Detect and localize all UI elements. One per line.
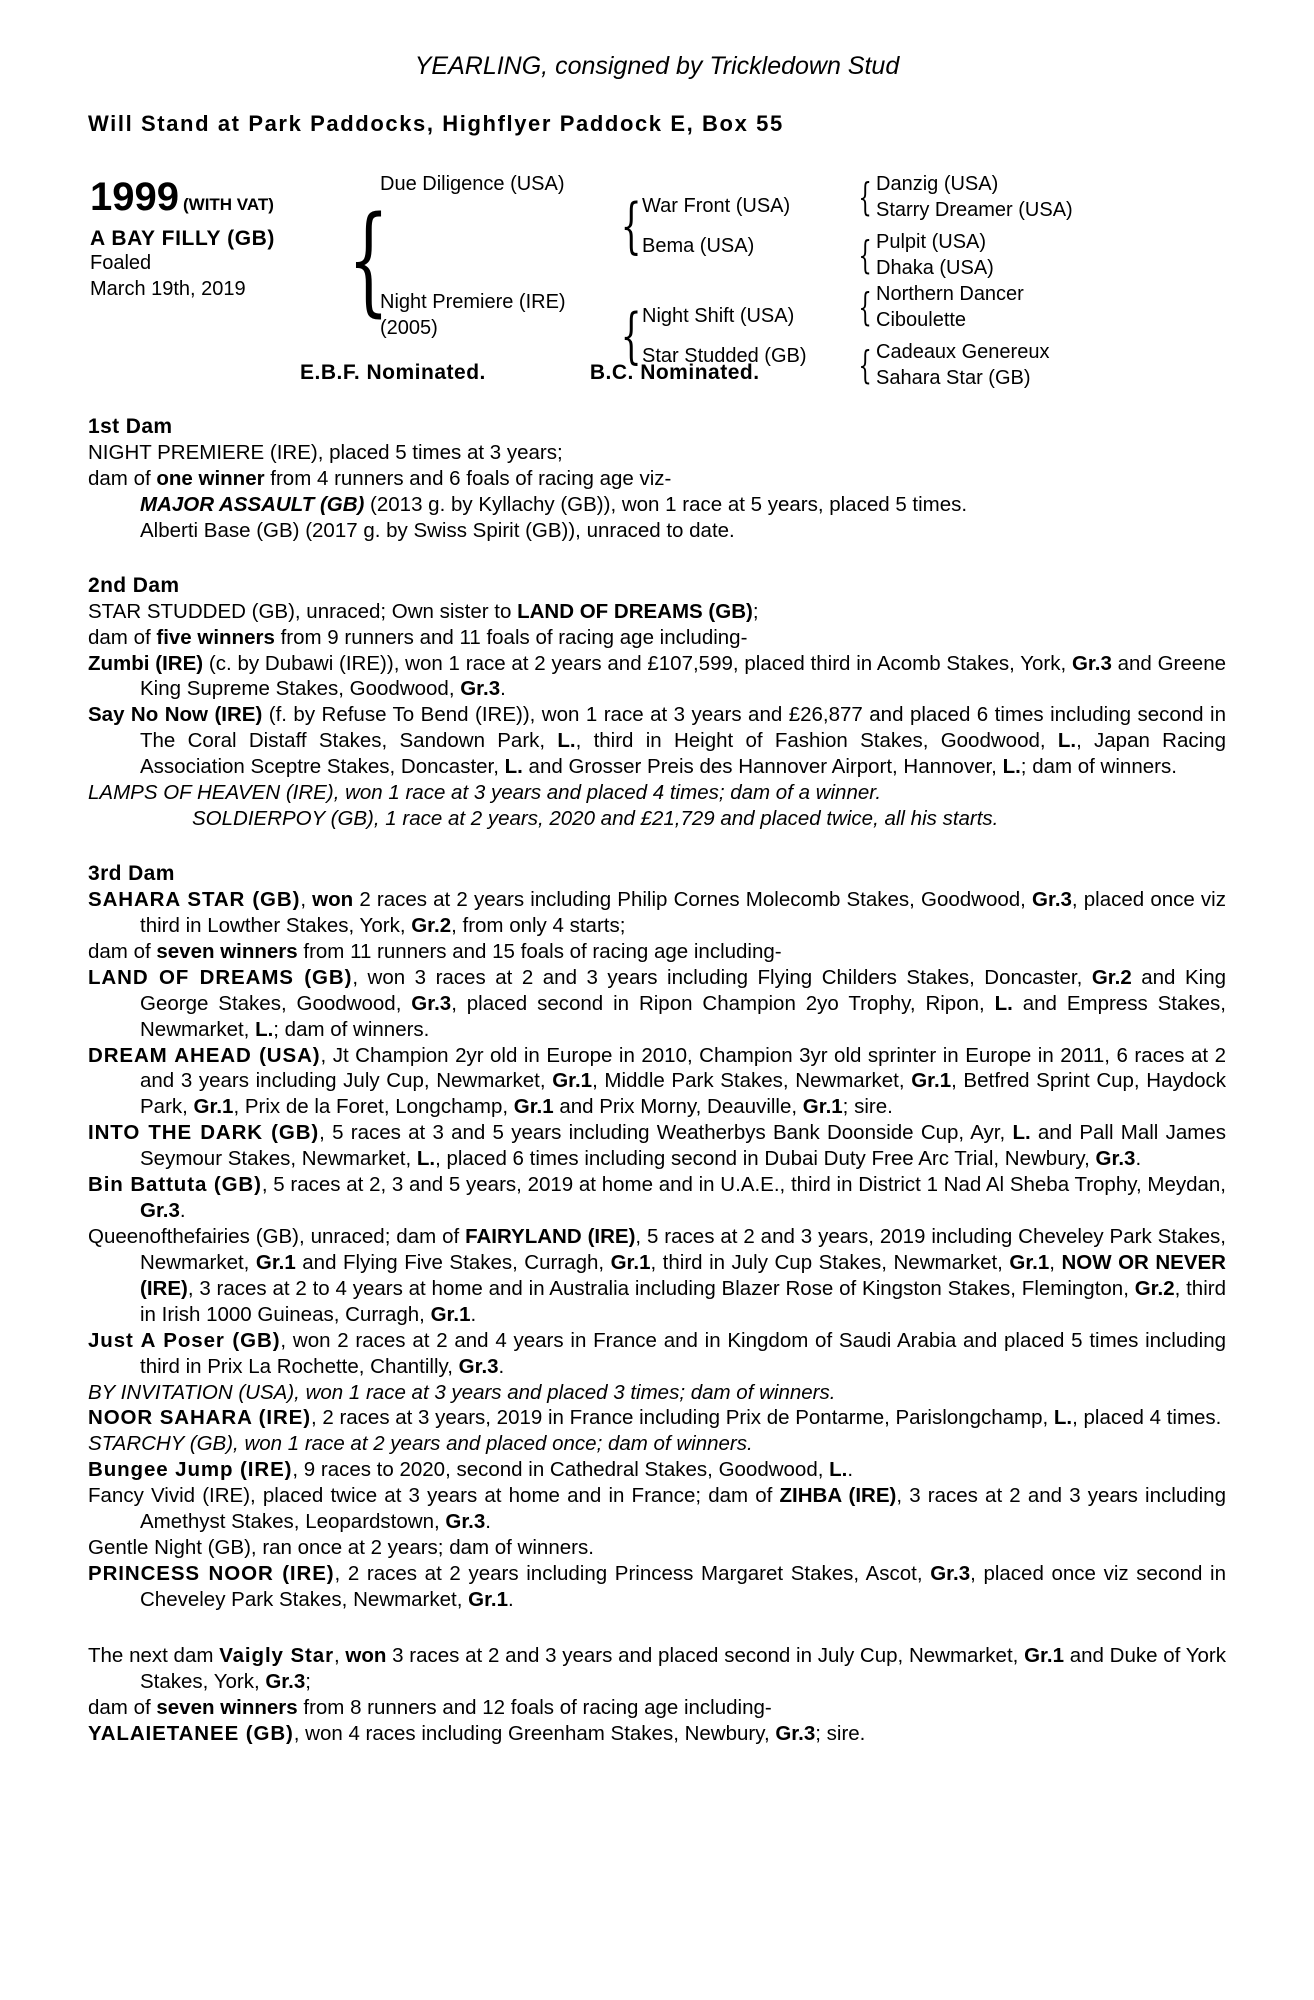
- entry-text: , 5 races at 3 and 5 years including Weatherbys Bank Doonside Cup, Ayr,: [319, 1121, 1013, 1145]
- entry-text: Gr.1: [802, 1095, 843, 1119]
- entry-text: , 5 races at 2 and 3 years, 2019 including Cheveley Park Stakes, Newmarket,: [140, 1224, 1226, 1274]
- entry-name: PRINCESS NOOR (IRE): [88, 1561, 335, 1585]
- sire-parents-group: [620, 171, 1154, 281]
- g4-3: Pulpit (USA): [876, 231, 987, 253]
- entry-name: INTO THE DARK (GB): [88, 1121, 320, 1145]
- g4-2: Starry Dreamer (USA): [876, 199, 1073, 221]
- first-dam-line1: NIGHT PREMIERE (IRE), placed 5 times at 3 years;: [88, 441, 563, 464]
- third-dam-entry: [88, 965, 1226, 1043]
- entry-text: Gr.2: [1091, 965, 1132, 989]
- third-dam-entry-list: [88, 965, 1226, 1613]
- entry-text: , 3 races at 2 and 3 years including Amethyst Stakes, Leopardstown,: [140, 1484, 1226, 1534]
- t: Gr.3: [1071, 651, 1112, 675]
- t: Vaigly Star: [219, 1643, 334, 1667]
- t: LAND OF DREAMS (GB): [517, 599, 753, 623]
- entry-text: , placed 4 times.: [1072, 1406, 1222, 1430]
- entry-text: ; dam of winners.: [273, 1017, 430, 1041]
- entry-text: , placed second in Ripon Champion 2yo Trophy, Ripon,: [451, 991, 995, 1015]
- entry-text: and Prix Morny, Deauville,: [553, 1095, 803, 1119]
- entry-text: ZIHBA (IRE): [779, 1484, 897, 1508]
- entry-text: L.: [255, 1017, 274, 1041]
- entry-text: ; sire.: [842, 1095, 893, 1119]
- entry-text: Gr.1: [255, 1250, 296, 1274]
- pedigree-subject: [90, 171, 358, 302]
- bc-nominated: B.C. Nominated.: [589, 361, 760, 384]
- t: , from only 4 starts;: [451, 913, 626, 937]
- third-dam-entry: [88, 1405, 1226, 1431]
- t: L.: [1057, 729, 1077, 753]
- second-dam-entry-zumbi: [88, 651, 1226, 703]
- t: 3 races at 2 and 3 years and placed second in July Cup, Newmarket,: [386, 1643, 1025, 1667]
- entry-name: BY INVITATION (USA): [88, 1380, 295, 1404]
- t: , 1 race at 2 years, 2020 and £21,729 and placed twice, all his starts.: [373, 807, 999, 831]
- t: Gr.3: [1032, 887, 1072, 911]
- sire-dam: Bema (USA): [642, 235, 755, 257]
- section-third-dam: [88, 862, 1226, 1613]
- entry-text: Gr.1: [430, 1302, 471, 1326]
- entry-text: , unraced; dam of: [299, 1224, 466, 1248]
- t: dam of: [88, 939, 157, 963]
- t: from 4 runners and 6 foals of racing age viz-: [264, 466, 672, 490]
- section-next-dam: [88, 1643, 1226, 1747]
- t: dam of: [88, 466, 157, 490]
- vat-note: (WITH VAT): [182, 195, 274, 214]
- t: and Greene King Supreme Stakes, Goodwood,: [140, 651, 1226, 701]
- entry-text: , 2 races at 3 years, 2019 in France including Prix de Pontarme, Parislongchamp,: [310, 1406, 1054, 1430]
- sire-sire: War Front (USA): [642, 195, 791, 217]
- second-dam-entry-soldierpoy: [88, 806, 1226, 832]
- subject-description: A BAY FILLY (GB): [90, 227, 276, 250]
- foaled-label: Foaled: [90, 252, 152, 274]
- t: ; sire.: [815, 1721, 866, 1745]
- t: ; dam of winners.: [1020, 755, 1177, 779]
- entry-text: , 5 races at 2, 3 and 5 years, 2019 at home and in U.A.E., third in District 1 Nad Al Sheba Trophy, Meydan,: [261, 1173, 1227, 1197]
- entry-name: Fancy Vivid (IRE): [88, 1484, 251, 1508]
- entry-text: , won 3 races at 2 and 3 years including Flying Childers Stakes, Doncaster,: [352, 965, 1092, 989]
- entry-text: Gr.1: [552, 1069, 593, 1093]
- sire-name: Due Diligence (USA): [380, 173, 565, 195]
- third-dam-entry: [88, 1561, 1226, 1613]
- entry-name: DREAM AHEAD (USA): [88, 1043, 321, 1067]
- entry-text: and Empress Stakes, Newmarket,: [140, 991, 1226, 1041]
- entry-text: and Flying Five Stakes, Curragh,: [295, 1250, 611, 1274]
- t: MAJOR ASSAULT (GB): [140, 492, 365, 516]
- first-dam-entry-2: Alberti Base (GB) (2017 g. by Swiss Spirit (GB)), unraced to date.: [140, 518, 735, 542]
- entry-text: Gr.1: [610, 1250, 651, 1274]
- t: ,: [300, 887, 313, 911]
- consignor-line: YEARLING, consigned by Trickledown Stud: [414, 52, 900, 80]
- t: Gr.3: [460, 677, 501, 701]
- entry-text: , 3 races at 2 to 4 years at home and in Australia including Blazer Rose of Kingston Stakes, Flemington,: [187, 1276, 1135, 1300]
- entry-name: LAND OF DREAMS (GB): [88, 965, 353, 989]
- entry-text: , third in July Cup Stakes, Newmarket,: [650, 1250, 1010, 1274]
- t: Gr.3: [775, 1721, 816, 1745]
- next-dam-entry: [88, 1721, 1226, 1747]
- entry-text: Gr.1: [193, 1095, 234, 1119]
- entry-text: .: [847, 1458, 854, 1482]
- entry-text: NOW OR NEVER (IRE): [140, 1250, 1226, 1300]
- entry-text: , 9 races to 2020, second in Cathedral Stakes, Goodwood,: [292, 1458, 830, 1482]
- entry-text: Gr.1: [468, 1587, 509, 1611]
- next-dam-line1: [88, 1643, 1226, 1695]
- entry-text: , won 1 race at 2 years and placed once; dam of winners.: [233, 1432, 753, 1456]
- lot-number: 1999: [90, 175, 179, 219]
- t: five winners: [156, 625, 275, 649]
- brace-sire: {: [620, 191, 642, 261]
- g4-4: Dhaka (USA): [876, 257, 994, 279]
- second-dam-entry-saynonow: [88, 702, 1226, 780]
- t: .: [500, 677, 506, 701]
- next-dam-line2: [88, 1695, 1226, 1721]
- dam-name: Night Premiere (IRE): [380, 291, 566, 313]
- t: L.: [1002, 755, 1021, 779]
- t: , won 4 races including Greenham Stakes, Newbury,: [293, 1721, 776, 1745]
- dam-grandparents: [854, 281, 1154, 391]
- second-dam-line1: [88, 599, 1226, 625]
- entry-text: .: [498, 1354, 505, 1378]
- entry-text: , Jt Champion 2yr old in Europe in 2010, Champion 3yr old sprinter in Europe in 2011, 6 races at 2 and 3 years including July Cup, Newmarket,: [140, 1043, 1226, 1093]
- t: ;: [752, 599, 759, 623]
- third-dam-entry: [88, 1380, 1226, 1406]
- t: L.: [557, 729, 576, 753]
- entry-text: , Betfred Sprint Cup, Haydock Park,: [140, 1069, 1227, 1119]
- t: ,: [333, 1643, 346, 1667]
- third-dam-entry: [88, 1172, 1226, 1224]
- entry-text: Gr.1: [513, 1095, 554, 1119]
- entry-text: Gr.3: [458, 1354, 499, 1378]
- first-dam-entry-1: [88, 492, 1226, 518]
- sire-grandparents: [854, 171, 1154, 281]
- entry-text: .: [1135, 1147, 1142, 1171]
- entry-name: NOOR SAHARA (IRE): [88, 1406, 311, 1430]
- entry-text: Gr.3: [445, 1510, 486, 1534]
- entry-name: Just A Poser (GB): [88, 1328, 281, 1352]
- third-dam-entry: [88, 1043, 1226, 1121]
- entry-text: ,: [1049, 1250, 1062, 1274]
- third-dam-entry: [88, 1457, 1226, 1483]
- entry-text: L.: [416, 1147, 436, 1171]
- g4-6: Ciboulette: [876, 309, 967, 331]
- entry-text: , third in Irish 1000 Guineas, Curragh,: [140, 1276, 1226, 1326]
- ebf-nominated: E.B.F. Nominated.: [300, 361, 486, 384]
- t: won: [312, 887, 354, 911]
- t: 2 races at 2 years including Philip Cornes Molecomb Stakes, Goodwood,: [353, 887, 1033, 911]
- entry-text: and Pall Mall James Seymour Stakes, Newmarket,: [140, 1121, 1226, 1171]
- t: (c. by Dubawi (IRE)), won 1 race at 2 years and £107,599, placed third in Acomb Stakes, York,: [203, 651, 1072, 675]
- brace-sire-dam: {: [858, 233, 872, 277]
- third-dam-entry: [88, 1120, 1226, 1172]
- t: from 8 runners and 12 foals of racing age including-: [297, 1695, 772, 1719]
- entry-text: Gr.1: [911, 1069, 952, 1093]
- entry-text: , Middle Park Stakes, Newmarket,: [592, 1069, 912, 1093]
- foaled-date: March 19th, 2019: [90, 277, 246, 300]
- brace-dam-sire: {: [858, 285, 872, 329]
- t: Zumbi (IRE): [88, 651, 204, 675]
- entry-text: L.: [1053, 1406, 1073, 1430]
- entry-text: Gr.3: [140, 1199, 180, 1223]
- entry-name: Gentle Night (GB): [88, 1536, 251, 1560]
- t: one winner: [156, 466, 265, 490]
- t: , third in Height of Fashion Stakes, Goodwood,: [575, 729, 1058, 753]
- entry-text: and King George Stakes, Goodwood,: [140, 965, 1226, 1015]
- section-first-dam: [88, 415, 1226, 544]
- third-dam-entry: [88, 1431, 1226, 1457]
- entry-text: , won 2 races at 2 and 4 years in France and in Kingdom of Saudi Arabia and placed 5 times including third in Prix La Rochette, Chantilly,: [140, 1328, 1226, 1378]
- t: Gr.3: [265, 1669, 306, 1693]
- entry-text: Gr.3: [930, 1561, 971, 1585]
- t: Gr.2: [411, 913, 452, 937]
- third-dam-title: 3rd Dam: [88, 861, 175, 885]
- first-dam-line2: [88, 466, 1226, 492]
- entry-text: FAIRYLAND (IRE): [465, 1224, 636, 1248]
- g4-8: Sahara Star (GB): [876, 367, 1031, 389]
- t: ;: [305, 1669, 311, 1693]
- entry-text: L.: [829, 1458, 848, 1482]
- t: SAHARA STAR (GB): [88, 887, 301, 911]
- entry-text: .: [485, 1510, 491, 1534]
- second-dam-line2: [88, 625, 1226, 651]
- entry-text: .: [470, 1302, 477, 1326]
- third-dam-entry: [88, 1535, 1226, 1561]
- g4-5: Northern Dancer: [876, 283, 1024, 305]
- t: , Japan Racing Association Sceptre Stakes, Doncaster,: [140, 729, 1226, 779]
- entry-name: Queenofthefairies (GB): [88, 1224, 300, 1248]
- t: and Grosser Preis des Hannover Airport, Hannover,: [522, 755, 1003, 779]
- t: from 11 runners and 15 foals of racing age including-: [297, 939, 782, 963]
- entry-text: .: [179, 1199, 186, 1223]
- t: (f. by Refuse To Bend (IRE)), won 1 race at 3 years and £26,877 and placed 6 times including second in The Coral Distaff Stakes, Sandown Park,: [140, 703, 1226, 753]
- brace-dam: {: [620, 301, 642, 371]
- dam-dam: Star Studded (GB): [642, 345, 807, 367]
- entry-text: , Prix de la Foret, Longchamp,: [233, 1095, 514, 1119]
- t: SOLDIERPOY (GB): [192, 807, 374, 831]
- third-dam-entry: [88, 1224, 1226, 1328]
- entry-text: L.: [994, 991, 1013, 1015]
- third-dam-entry: [88, 1483, 1226, 1535]
- second-dam-entry-lamps: [88, 780, 1226, 806]
- t: Gr.1: [1024, 1643, 1064, 1667]
- brace-sire-sire: {: [858, 175, 872, 219]
- t: STAR STUDDED (GB), unraced; Own sister to: [88, 599, 518, 623]
- t: from 9 runners and 11 foals of racing age including-: [274, 625, 748, 649]
- t: dam of: [88, 1695, 157, 1719]
- entry-text: L.: [1012, 1121, 1031, 1145]
- dam-year: (2005): [380, 317, 438, 339]
- third-dam-line2: [88, 939, 1226, 965]
- g4-1: Danzig (USA): [876, 173, 999, 195]
- pedigree-gen2: [380, 171, 620, 341]
- entry-name: Bin Battuta (GB): [88, 1173, 262, 1197]
- t: dam of: [88, 625, 157, 649]
- t: and Duke of York Stakes, York,: [140, 1643, 1226, 1693]
- t: Say No Now (IRE): [88, 703, 263, 727]
- t: won: [345, 1643, 387, 1667]
- t: (2013 g. by Kyllachy (GB)), won 1 race at 5 years, placed 5 times.: [364, 492, 968, 516]
- entry-text: Gr.2: [1134, 1276, 1175, 1300]
- t: seven winners: [156, 1695, 298, 1719]
- entry-text: Gr.3: [411, 991, 452, 1015]
- t: seven winners: [156, 939, 298, 963]
- entry-text: , 2 races at 2 years including Princess Margaret Stakes, Ascot,: [334, 1561, 931, 1585]
- t: LAMPS OF HEAVEN (IRE): [88, 781, 334, 805]
- entry-name: Bungee Jump (IRE): [88, 1458, 293, 1482]
- third-dam-line1: [88, 887, 1226, 939]
- brace-gen1: {: [348, 190, 390, 328]
- g4-7: Cadeaux Genereux: [876, 341, 1050, 363]
- stand-location-line: Will Stand at Park Paddocks, Highflyer Paddock E, Box 55: [88, 111, 784, 136]
- t: L.: [504, 755, 523, 779]
- section-second-dam: [88, 574, 1226, 832]
- brace-dam-dam: {: [858, 343, 872, 387]
- entry-name: STARCHY (GB): [88, 1432, 234, 1456]
- entry-text: , placed twice at 3 years at home and in France; dam of: [250, 1484, 780, 1508]
- dam-sire: Night Shift (USA): [642, 305, 795, 327]
- entry-text: , placed once viz second in Cheveley Park Stakes, Newmarket,: [140, 1561, 1226, 1611]
- second-dam-title: 2nd Dam: [88, 573, 180, 597]
- entry-text: Gr.3: [1095, 1147, 1136, 1171]
- t: The next dam: [88, 1643, 220, 1667]
- t: YALAIETANEE (GB): [88, 1721, 294, 1745]
- t: , placed once viz third in Lowther Stakes, York,: [140, 887, 1226, 937]
- entry-text: , won 1 race at 3 years and placed 3 times; dam of winners.: [294, 1380, 836, 1404]
- t: , won 1 race at 3 years and placed 4 times; dam of a winner.: [333, 781, 882, 805]
- third-dam-entry: [88, 1328, 1226, 1380]
- entry-text: Gr.1: [1009, 1250, 1050, 1274]
- entry-text: .: [508, 1587, 514, 1611]
- entry-text: , placed 6 times including second in Dubai Duty Free Arc Trial, Newbury,: [435, 1147, 1096, 1171]
- entry-text: , ran once at 2 years; dam of winners.: [250, 1536, 594, 1560]
- first-dam-title: 1st Dam: [88, 415, 173, 438]
